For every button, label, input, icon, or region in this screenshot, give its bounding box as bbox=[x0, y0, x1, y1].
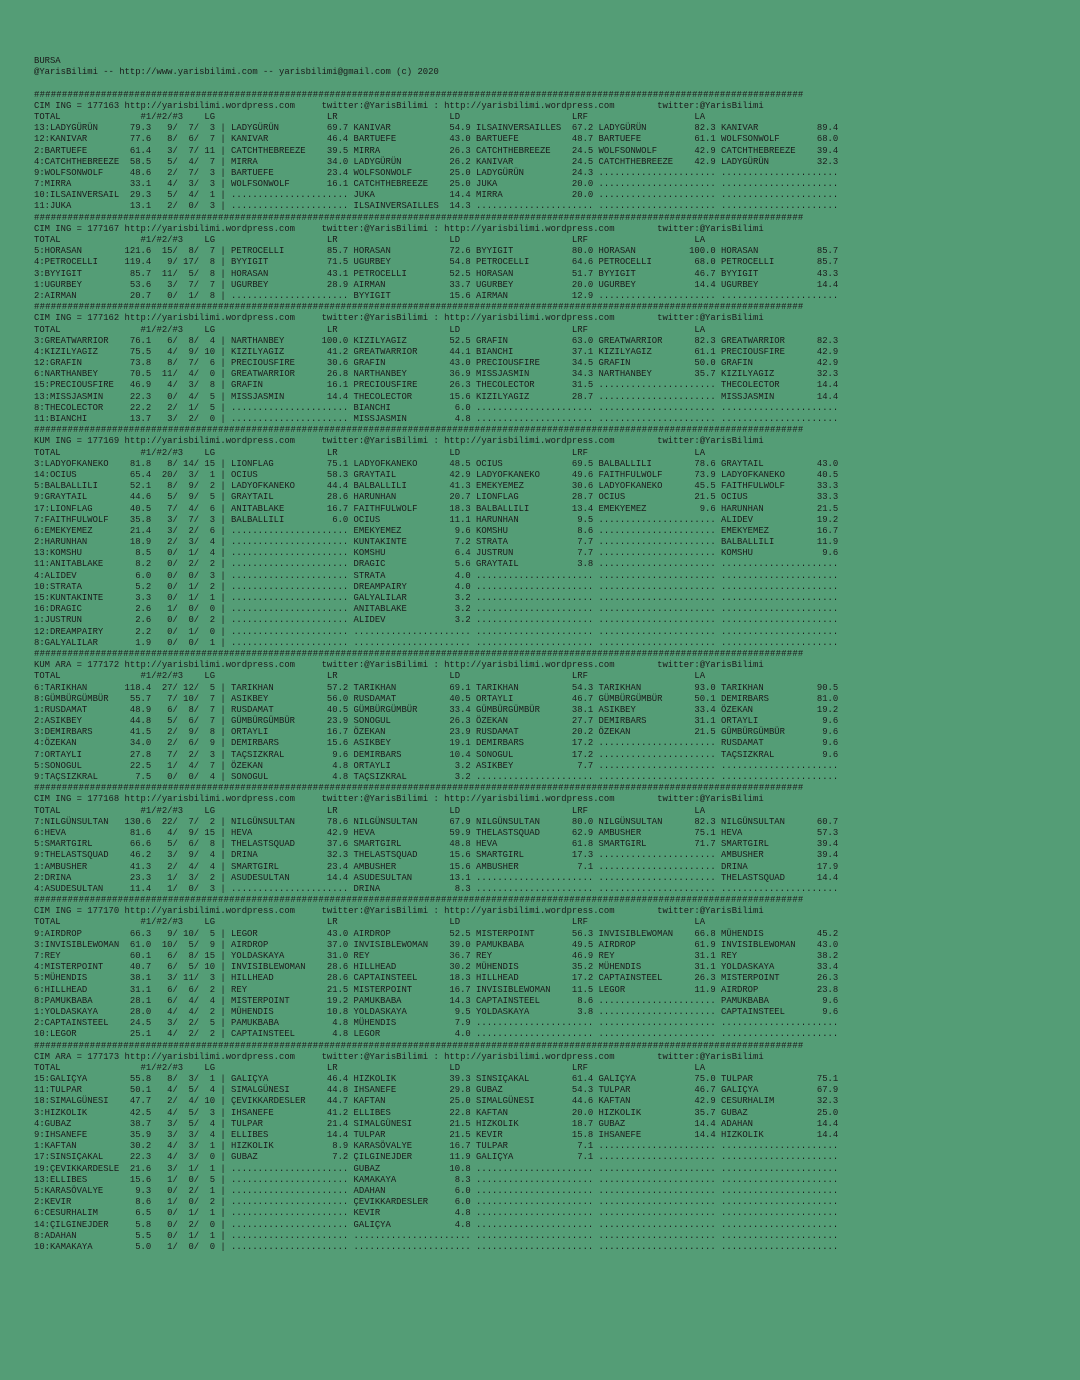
column-header: TOTAL #1/#2/#3 LG LR LD LRF LA bbox=[34, 235, 706, 245]
result-row: 3:GREATWARRIOR 76.1 6/ 8/ 4 | NARTHANBEY 100.0 KIZILYAGIZ 52.5 GRAFIN 63.0 GREATWARRIOR 82.3 GREATWARRIOR 82.3 bbox=[34, 335, 839, 346]
separator-line: ########################################################################################################################################## bbox=[34, 425, 804, 436]
result-row: 2:KEVIR 8.6 1/ 0/ 2 | ...................... ÇEVIKKARDESLER 6.0 ...................... ...................... ...................... bbox=[34, 1197, 839, 1208]
result-row: 10:KAMAKAYA 5.0 1/ 0/ 0 | ...................... ...................... ...................... ...................... ...................... bbox=[34, 1241, 839, 1252]
result-row: 7:REY 60.1 6/ 8/ 15 | YOLDASKAYA 31.0 REY 36.7 REY 46.9 REY 31.1 REY 38.2 bbox=[34, 951, 839, 961]
result-row: 4:GUBAZ 38.7 3/ 5/ 4 | TULPAR 21.4 SIMALGÜNESI 21.5 HIZKOLIK 18.7 GUBAZ 14.4 ADAHAN 14.4 bbox=[34, 1118, 839, 1129]
race-header: CIM ING = 177162 http://yarisbilimi.wordpress.com twitter:@YarisBilimi : http://yarisbilimi.wordpress.com twitter:@YarisBilimi bbox=[34, 313, 764, 324]
result-row: 1:KAFTAN 30.2 4/ 3/ 1 | HIZKOLIK 8.9 KARASÖVALYE 16.7 TULPAR 7.1 ...................... ...................... bbox=[34, 1141, 839, 1152]
race-header: CIM ING = 177163 http://yarisbilimi.wordpress.com twitter:@YarisBilimi : http://yarisbilimi.wordpress.com twitter:@YarisBilimi bbox=[34, 100, 764, 111]
result-row: 11:BIANCHI 13.7 3/ 2/ 0 | ...................... MISSJASMIN 4.8 ...................... ...................... ...................... bbox=[34, 414, 839, 424]
result-row: 12:GRAFIN 73.8 8/ 7/ 6 | PRECIOUSFIRE 30.6 GRAFIN 43.0 PRECIOUSFIRE 34.5 GRAFIN 50.0 GRAFIN 42.9 bbox=[34, 358, 839, 369]
race-block bbox=[34, 649, 838, 783]
result-row: 7:MIRRA 33.1 4/ 3/ 3 | WOLFSONWOLF 16.1 CATCHTHEBREEZE 25.0 JUKA 20.0 ...................... ...................... bbox=[34, 179, 839, 190]
result-row: 4:ALIDEV 6.0 0/ 0/ 3 | ...................... STRATA 4.0 ...................... ...................... ...................... bbox=[34, 570, 839, 581]
result-row: 6:NARTHANBEY 70.5 11/ 4/ 0 | GREATWARRIOR 26.8 NARTHANBEY 36.9 MISSJASMIN 34.3 NARTHANBEY 35.7 KIZILYAGIZ 32.3 bbox=[34, 369, 839, 380]
result-row: 6:TARIKHAN 118.4 27/ 12/ 5 | TARIKHAN 57.2 TARIKHAN 69.1 TARIKHAN 54.3 TARIKHAN 93.0 TARIKHAN 90.5 bbox=[34, 682, 839, 693]
race-block bbox=[34, 90, 838, 213]
result-row: 8:GALYALILAR 1.9 0/ 0/ 1 | ...................... ...................... ...................... ...................... ...................... bbox=[34, 637, 839, 648]
result-row: 14:ÇILGINEJDER 5.8 0/ 2/ 0 | ...................... GALIÇYA 4.8 ...................... ...................... ...................... bbox=[34, 1219, 839, 1230]
separator-line: ########################################################################################################################################## bbox=[34, 783, 804, 794]
result-row: 17:LIONFLAG 40.5 7/ 4/ 6 | ANITABLAKE 16.7 FAITHFULWOLF 18.3 BALBALLILI 13.4 EMEKYEMEZ 9.6 HARUNHAN 21.5 bbox=[34, 503, 839, 514]
result-row: 18:SIMALGÜNESI 47.7 2/ 4/ 10 | ÇEVIKKARDESLER 44.7 KAFTAN 25.0 SIMALGÜNESI 44.6 KAFTAN 42.9 CESURHALIM 32.3 bbox=[34, 1096, 839, 1107]
result-row: 4:CATCHTHEBREEZE 58.5 5/ 4/ 7 | MIRRA 34.0 LADYGÜRÜN 26.2 KANIVAR 24.5 CATCHTHEBREEZE 42.9 LADYGÜRÜN 32.3 bbox=[34, 156, 839, 167]
result-row: 10:STRATA 5.2 0/ 1/ 2 | ...................... DREAMPAIRY 4.0 ...................... ...................... ...................... bbox=[34, 581, 839, 592]
race-header: CIM ING = 177167 http://yarisbilimi.wordpress.com twitter:@YarisBilimi : http://yarisbilimi.wordpress.com twitter:@YarisBilimi bbox=[34, 223, 764, 234]
race-header: KUM ARA = 177172 http://yarisbilimi.wordpress.com twitter:@YarisBilimi : http://yarisbilimi.wordpress.com twitter:@YarisBilimi bbox=[34, 660, 764, 671]
result-row: 5:HORASAN 121.6 15/ 8/ 7 | PETROCELLI 85.7 HORASAN 72.6 BYYIGIT 80.0 HORASAN 100.0 HORASAN 85.7 bbox=[34, 246, 839, 257]
result-row: 14:OCIUS 65.4 20/ 3/ 1 | OCIUS 58.3 GRAYTAIL 42.9 LADYOFKANEKO 49.6 FAITHFULWOLF 73.9 LADYOFKANEKO 40.5 bbox=[34, 469, 839, 480]
result-row: 5:SONOGUL 22.5 1/ 4/ 7 | ÖZEKAN 4.8 ORTAYLI 3.2 ASIKBEY 7.7 ...................... ...................... bbox=[34, 760, 839, 771]
race-block bbox=[34, 895, 838, 1040]
result-row: 13:ELLIBES 15.6 1/ 0/ 5 | ...................... KAMAKAYA 8.3 ...................... ...................... ...................... bbox=[34, 1174, 839, 1185]
column-header: TOTAL #1/#2/#3 LG LR LD LRF LA bbox=[34, 447, 706, 458]
result-row: 2:HARUNHAN 18.9 2/ 3/ 4 | ...................... KUNTAKINTE 7.2 STRATA 7.7 ...................... BALBALLILI 11.9 bbox=[34, 537, 839, 548]
result-row: 9:IHSANEFE 35.9 3/ 3/ 4 | ELLIBES 14.4 TULPAR 21.5 KEVIR 15.8 IHSANEFE 14.4 HIZKOLIK 14.4 bbox=[34, 1130, 839, 1140]
result-row: 3:BYYIGIT 85.7 11/ 5/ 8 | HORASAN 43.1 PETROCELLI 52.5 HORASAN 51.7 BYYIGIT 46.7 BYYIGIT 43.3 bbox=[34, 268, 839, 279]
race-block bbox=[34, 1041, 838, 1254]
column-header: TOTAL #1/#2/#3 LG LR LD LRF LA bbox=[34, 1062, 706, 1073]
result-row: 13:LADYGÜRÜN 79.3 9/ 7/ 3 | LADYGÜRÜN 69.7 KANIVAR 54.9 ILSAINVERSAILLES 67.2 LADYGÜRÜN 82.3 KANIVAR 89.4 bbox=[34, 123, 839, 134]
result-row: 5:MÜHENDIS 38.1 3/ 11/ 3 | HILLHEAD 28.6 CAPTAINSTEEL 18.3 HILLHEAD 17.2 CAPTAINSTEEL 26.3 MISTERPOINT 26.3 bbox=[34, 973, 839, 984]
column-header: TOTAL #1/#2/#3 LG LR LD LRF LA bbox=[34, 111, 706, 122]
result-row: 13:KOMSHU 8.5 0/ 1/ 4 | ...................... KOMSHU 6.4 JUSTRUN 7.7 ...................... KOMSHU 9.6 bbox=[34, 548, 839, 559]
column-header: TOTAL #1/#2/#3 LG LR LD LRF LA bbox=[34, 671, 706, 682]
result-row: 12:DREAMPAIRY 2.2 0/ 1/ 0 | ...................... ...................... ...................... ...................... ...................... bbox=[34, 626, 839, 637]
result-row: 9:WOLFSONWOLF 48.6 2/ 7/ 3 | BARTUEFE 23.4 WOLFSONWOLF 25.0 LADYGÜRÜN 24.3 ...................... ...................... bbox=[34, 167, 839, 178]
result-row: 8:THECOLECTOR 22.2 2/ 1/ 5 | ...................... BIANCHI 6.0 ...................... ...................... ...................... bbox=[34, 402, 839, 413]
result-row: 9:AIRDROP 66.3 9/ 10/ 5 | LEGOR 43.0 AIRDROP 52.5 MISTERPOINT 56.3 INVISIBLEWOMAN 66.8 MÜHENDIS 45.2 bbox=[34, 928, 839, 939]
result-row: 2:AIRMAN 20.7 0/ 1/ 8 | ...................... BYYIGIT 15.6 AIRMAN 12.9 ...................... ...................... bbox=[34, 290, 839, 301]
column-header: TOTAL #1/#2/#3 LG LR LD LRF LA bbox=[34, 324, 706, 335]
result-row: 5:BALBALLILI 52.1 8/ 9/ 2 | LADYOFKANEKO 44.4 BALBALLILI 41.3 EMEKYEMEZ 30.6 LADYOFKANEKO 45.5 FAITHFULWOLF 33.3 bbox=[34, 481, 839, 492]
result-row: 1:UGURBEY 53.6 3/ 7/ 7 | UGURBEY 28.9 AIRMAN 33.7 UGURBEY 20.0 UGURBEY 14.4 UGURBEY 14.4 bbox=[34, 279, 839, 290]
race-header: KUM ING = 177169 http://yarisbilimi.wordpress.com twitter:@YarisBilimi : http://yarisbilimi.wordpress.com twitter:@YarisBilimi bbox=[34, 436, 764, 447]
result-row: 17:SINSIÇAKAL 22.3 4/ 3/ 0 | GUBAZ 7.2 ÇILGINEJDER 11.9 GALIÇYA 7.1 ...................... ...................... bbox=[34, 1152, 839, 1163]
result-row: 15:GALIÇYA 55.8 8/ 3/ 1 | GALIÇYA 46.4 HIZKOLIK 39.3 SINSIÇAKAL 61.4 GALIÇYA 75.0 TULPAR 75.1 bbox=[34, 1074, 839, 1085]
blank-line bbox=[34, 78, 838, 89]
race-list bbox=[34, 90, 838, 1254]
column-header: TOTAL #1/#2/#3 LG LR LD LRF LA bbox=[34, 805, 706, 816]
race-block bbox=[34, 302, 838, 425]
result-row: 2:BARTUEFE 61.4 3/ 7/ 11 | CATCHTHEBREEZE 39.5 MIRRA 26.3 CATCHTHEBREEZE 24.5 WOLFSONWOLF 42.9 CATCHTHEBREEZE 39.4 bbox=[34, 145, 839, 156]
result-row: 9:THELASTSQUAD 46.2 3/ 9/ 4 | DRINA 32.3 THELASTSQUAD 15.6 SMARTGIRL 17.3 ...................... AMBUSHER 39.4 bbox=[34, 850, 839, 861]
result-row: 4:ÖZEKAN 34.0 2/ 6/ 9 | DEMIRBARS 15.6 ASIKBEY 19.1 DEMIRBARS 17.2 ...................... RUSDAMAT 9.6 bbox=[34, 738, 839, 749]
result-row: 7:FAITHFULWOLF 35.8 3/ 7/ 3 | BALBALLILI 6.0 OCIUS 11.1 HARUNHAN 9.5 ...................... ALIDEV 19.2 bbox=[34, 514, 839, 525]
credit-line: @YarisBilimi -- http://www.yarisbilimi.com -- yarisbilimi@gmail.com (c) 2020 bbox=[34, 67, 439, 78]
separator-line: ########################################################################################################################################## bbox=[34, 89, 804, 100]
result-row: 7:ORTAYLI 27.8 7/ 2/ 3 | TAÇSIZKRAL 9.6 DEMIRBARS 10.4 SONOGUL 17.2 ...................... TAÇSIZKRAL 9.6 bbox=[34, 749, 839, 760]
result-row: 6:HEVA 81.6 4/ 9/ 15 | HEVA 42.9 HEVA 59.9 THELASTSQUAD 62.9 AMBUSHER 75.1 HEVA 57.3 bbox=[34, 827, 839, 838]
result-row: 8:ADAHAN 5.5 0/ 1/ 1 | ...................... ...................... ...................... ...................... ...................... bbox=[34, 1230, 839, 1241]
result-row: 6:CESURHALIM 6.5 0/ 1/ 1 | ...................... KEVIR 4.8 ...................... ...................... ...................... bbox=[34, 1208, 839, 1219]
result-row: 15:PRECIOUSFIRE 46.9 4/ 3/ 8 | GRAFIN 16.1 PRECIOUSFIRE 26.3 THECOLECTOR 31.5 ...................... THECOLECTOR 14.4 bbox=[34, 380, 839, 391]
results-document bbox=[34, 56, 838, 1253]
result-row: 3:LADYOFKANEKO 81.8 8/ 14/ 15 | LIONFLAG 75.1 LADYOFKANEKO 48.5 OCIUS 69.5 BALBALLILI 78.6 GRAYTAIL 43.0 bbox=[34, 458, 839, 469]
result-row: 4:ASUDESULTAN 11.4 1/ 0/ 3 | ...................... DRINA 8.3 ...................... ...................... ...................... bbox=[34, 883, 839, 894]
race-block bbox=[34, 213, 838, 303]
result-row: 3:INVISIBLEWOMAN 61.0 10/ 5/ 9 | AIRDROP 37.0 INVISIBLEWOMAN 39.0 PAMUKBABA 49.5 AIRDROP 61.9 INVISIBLEWOMAN 43.0 bbox=[34, 939, 839, 950]
separator-line: ########################################################################################################################################## bbox=[34, 212, 804, 223]
separator-line: ########################################################################################################################################## bbox=[34, 648, 804, 659]
result-row: 13:MISSJASMIN 22.3 0/ 4/ 5 | MISSJASMIN 14.4 THECOLECTOR 15.6 KIZILYAGIZ 28.7 ...................... MISSJASMIN 14.4 bbox=[34, 391, 839, 402]
result-row: 2:ASIKBEY 44.8 5/ 6/ 7 | GÜMBÜRGÜMBÜR 23.9 SONOGUL 26.3 ÖZEKAN 27.7 DEMIRBARS 31.1 ORTAYLI 9.6 bbox=[34, 716, 839, 727]
result-row: 6:EMEKYEMEZ 21.4 3/ 2/ 6 | ...................... EMEKYEMEZ 9.6 KOMSHU 8.6 ...................... EMEKYEMEZ 16.7 bbox=[34, 525, 839, 536]
result-row: 11:ANITABLAKE 8.2 0/ 2/ 2 | ...................... DRAGIC 5.6 GRAYTAIL 3.8 ...................... ...................... bbox=[34, 559, 839, 570]
result-row: 6:HILLHEAD 31.1 6/ 6/ 2 | REY 21.5 MISTERPOINT 16.7 INVISIBLEWOMAN 11.5 LEGOR 11.9 AIRDROP 23.8 bbox=[34, 984, 839, 995]
result-row: 15:KUNTAKINTE 3.3 0/ 1/ 1 | ...................... GALYALILAR 3.2 ...................... ...................... ...................... bbox=[34, 593, 839, 603]
result-row: 16:DRAGIC 2.6 1/ 0/ 0 | ...................... ANITABLAKE 3.2 ...................... ...................... ...................... bbox=[34, 604, 839, 615]
result-row: 4:KIZILYAGIZ 75.5 4/ 9/ 10 | KIZILYAGIZ 41.2 GREATWARRIOR 44.1 BIANCHI 37.1 KIZILYAGIZ 61.1 PRECIOUSFIRE 42.9 bbox=[34, 346, 839, 357]
separator-line: ########################################################################################################################################## bbox=[34, 302, 804, 313]
result-row: 10:LEGOR 25.1 4/ 2/ 2 | CAPTAINSTEEL 4.8 LEGOR 4.0 ...................... ...................... ...................... bbox=[34, 1029, 839, 1040]
result-row: 1:RUSDAMAT 48.9 6/ 8/ 7 | RUSDAMAT 40.5 GÜMBÜRGÜMBÜR 33.4 GÜMBÜRGÜMBÜR 38.1 ASIKBEY 33.4 ÖZEKAN 19.2 bbox=[34, 704, 839, 715]
race-block bbox=[34, 783, 838, 895]
result-row: 1:JUSTRUN 2.6 0/ 0/ 2 | ...................... ALIDEV 3.2 ...................... ...................... ...................... bbox=[34, 615, 839, 626]
result-row: 1:AMBUSHER 41.3 2/ 4/ 4 | SMARTGIRL 23.4 AMBUSHER 15.6 AMBUSHER 7.1 ...................... DRINA 17.9 bbox=[34, 861, 839, 872]
result-row: 8:PAMUKBABA 28.1 6/ 4/ 4 | MISTERPOINT 19.2 PAMUKBABA 14.3 CAPTAINSTEEL 8.6 ...................... PAMUKBABA 9.6 bbox=[34, 995, 839, 1006]
race-block bbox=[34, 425, 838, 649]
result-row: 4:PETROCELLI 119.4 9/ 17/ 8 | BYYIGIT 71.5 UGURBEY 54.8 PETROCELLI 64.6 PETROCELLI 68.0 PETROCELLI 85.7 bbox=[34, 257, 839, 268]
result-row: 11:JUKA 13.1 2/ 0/ 3 | ...................... ILSAINVERSAILLES 14.3 ...................... ...................... ...................... bbox=[34, 201, 839, 212]
result-row: 11:TULPAR 50.1 4/ 5/ 4 | SIMALGÜNESI 44.8 IHSANEFE 29.8 GUBAZ 54.3 TULPAR 46.7 GALIÇYA 67.9 bbox=[34, 1085, 839, 1096]
result-row: 9:TAÇSIZKRAL 7.5 0/ 0/ 4 | SONOGUL 4.8 TAÇSIZKRAL 3.2 ...................... ...................... ...................... bbox=[34, 772, 839, 782]
race-header: CIM ING = 177170 http://yarisbilimi.wordpress.com twitter:@YarisBilimi : http://yarisbilimi.wordpress.com twitter:@YarisBilimi bbox=[34, 906, 764, 917]
city-title: BURSA bbox=[34, 56, 61, 66]
separator-line: ########################################################################################################################################## bbox=[34, 1040, 804, 1051]
result-row: 8:GÜMBÜRGÜMBÜR 55.7 7/ 10/ 7 | ASIKBEY 56.0 RUSDAMAT 40.5 ORTAYLI 46.7 GÜMBÜRGÜMBÜR 50.1 DEMIRBARS 81.0 bbox=[34, 693, 839, 704]
result-row: 19:ÇEVIKKARDESLE 21.6 3/ 1/ 1 | ...................... GUBAZ 10.8 ...................... ...................... ...................... bbox=[34, 1163, 839, 1174]
result-row: 2:CAPTAINSTEEL 24.5 3/ 2/ 5 | PAMUKBABA 4.8 MÜHENDIS 7.9 ...................... ...................... ...................... bbox=[34, 1018, 839, 1029]
separator-line: ########################################################################################################################################## bbox=[34, 895, 804, 906]
result-row: 3:HIZKOLIK 42.5 4/ 5/ 3 | IHSANEFE 41.2 ELLIBES 22.8 KAFTAN 20.0 HIZKOLIK 35.7 GUBAZ 25.0 bbox=[34, 1107, 839, 1118]
result-row: 4:MISTERPOINT 40.7 6/ 5/ 10 | INVISIBLEWOMAN 28.6 HILLHEAD 30.2 MÜHENDIS 35.2 MÜHENDIS 31.1 YOLDASKAYA 33.4 bbox=[34, 962, 839, 973]
result-row: 7:NILGÜNSULTAN 130.6 22/ 7/ 2 | NILGÜNSULTAN 78.6 NILGÜNSULTAN 67.9 NILGÜNSULTAN 80.0 NILGÜNSULTAN 82.3 NILGÜNSULTAN 60.7 bbox=[34, 816, 839, 827]
result-row: 2:DRINA 23.3 1/ 3/ 2 | ASUDESULTAN 14.4 ASUDESULTAN 13.1 ...................... ...................... THELASTSQUAD 14.4 bbox=[34, 872, 839, 883]
result-row: 1:YOLDASKAYA 28.0 4/ 4/ 2 | MÜHENDIS 10.8 YOLDASKAYA 9.5 YOLDASKAYA 3.8 ...................... CAPTAINSTEEL 9.6 bbox=[34, 1006, 839, 1017]
result-row: 5:KARASÖVALYE 9.3 0/ 2/ 1 | ...................... ADAHAN 6.0 ...................... ...................... ...................... bbox=[34, 1185, 839, 1196]
result-row: 12:KANIVAR 77.6 8/ 6/ 7 | KANIVAR 46.4 BARTUEFE 43.0 BARTUEFE 48.7 BARTUEFE 61.1 WOLFSONWOLF 68.0 bbox=[34, 134, 839, 145]
column-header: TOTAL #1/#2/#3 LG LR LD LRF LA bbox=[34, 917, 706, 928]
result-row: 3:DEMIRBARS 41.5 2/ 9/ 8 | ORTAYLI 16.7 ÖZEKAN 23.9 RUSDAMAT 20.2 ÖZEKAN 21.5 GÜMBÜRGÜMBÜR 9.6 bbox=[34, 727, 839, 738]
result-row: 5:SMARTGIRL 66.6 5/ 6/ 8 | THELASTSQUAD 37.6 SMARTGIRL 48.8 HEVA 61.8 SMARTGIRL 71.7 SMARTGIRL 39.4 bbox=[34, 839, 839, 850]
race-header: CIM ARA = 177173 http://yarisbilimi.wordpress.com twitter:@YarisBilimi : http://yarisbilimi.wordpress.com twitter:@YarisBilimi bbox=[34, 1051, 764, 1062]
result-row: 10:ILSAINVERSAIL 29.3 5/ 4/ 1 | ...................... JUKA 14.4 MIRRA 20.0 ...................... ...................... bbox=[34, 190, 839, 201]
result-row: 9:GRAYTAIL 44.6 5/ 9/ 5 | GRAYTAIL 28.6 HARUNHAN 20.7 LIONFLAG 28.7 OCIUS 21.5 OCIUS 33.3 bbox=[34, 492, 839, 503]
race-header: CIM ING = 177168 http://yarisbilimi.wordpress.com twitter:@YarisBilimi : http://yarisbilimi.wordpress.com twitter:@YarisBilimi bbox=[34, 794, 764, 805]
